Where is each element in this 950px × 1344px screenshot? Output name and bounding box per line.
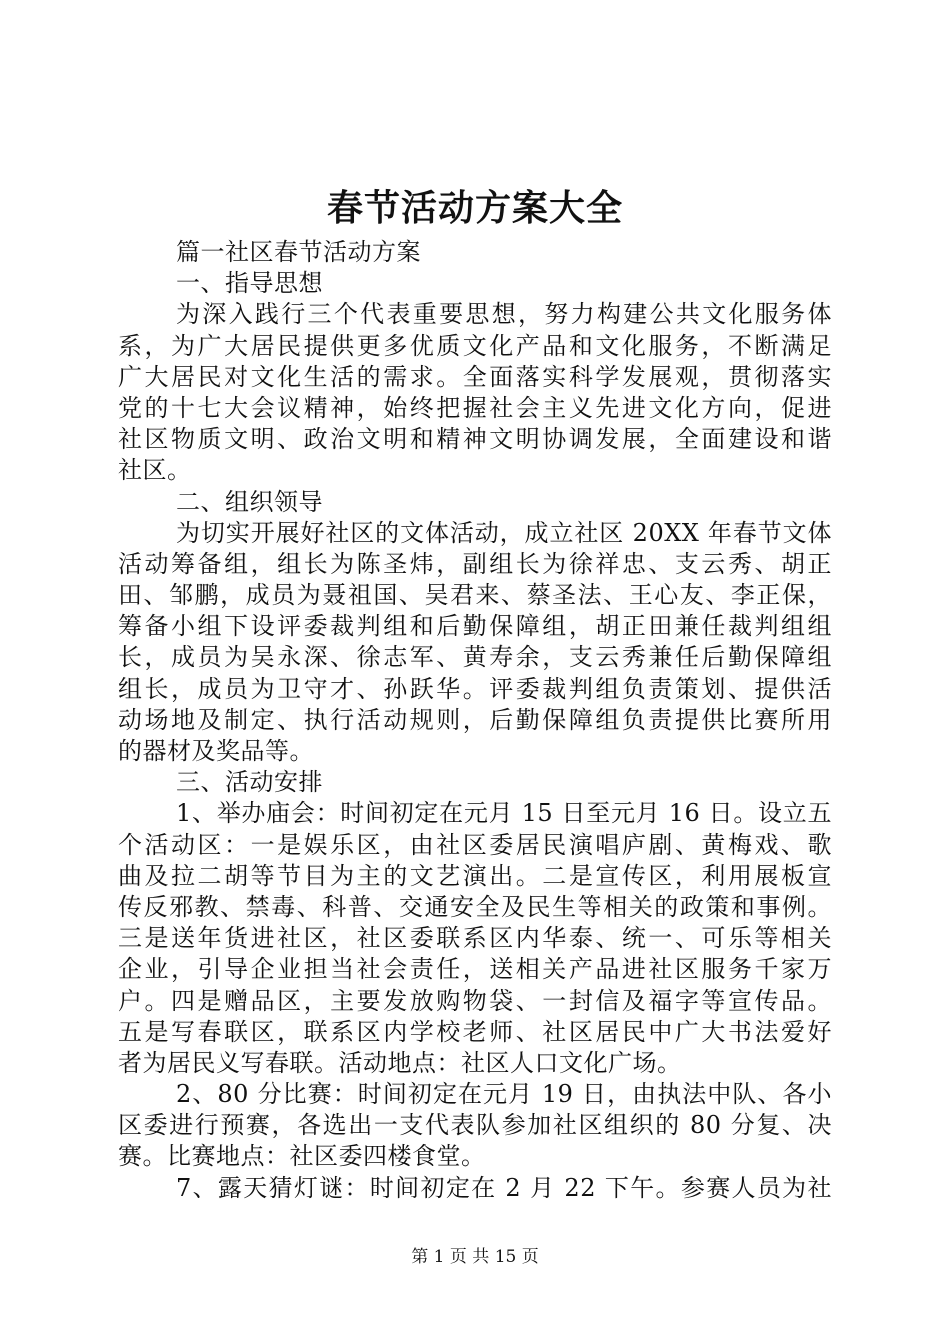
text-line: 企业，引导企业担当社会责任，送相关产品进社区服务千家万	[118, 955, 832, 984]
text-line: 1、举办庙会：时间初定在元月 15 日至元月 16 日。设立五	[176, 799, 832, 828]
text-line: 一、指导思想	[176, 269, 323, 298]
text-line: 篇一社区春节活动方案	[176, 238, 421, 266]
text-line: 三、活动安排	[176, 768, 323, 797]
text-line: 为深入践行三个代表重要思想，努力构建公共文化服务体	[176, 300, 832, 329]
text-line: 2、80 分比赛：时间初定在元月 19 日，由执法中队、各小	[176, 1080, 832, 1109]
text-line: 广大居民对文化生活的需求。全面落实科学发展观，贯彻落实	[118, 362, 832, 391]
text-line: 个活动区：一是娱乐区，由社区委居民演唱庐剧、黄梅戏、歌	[118, 830, 832, 859]
text-line: 党的十七大会议精神，始终把握社会主义先进文化方向，促进	[118, 393, 832, 422]
text-line: 为切实开展好社区的文体活动，成立社区 20XX 年春节文体	[176, 518, 832, 547]
text-line: 组长，成员为卫守才、孙跃华。评委裁判组负责策划、提供活	[118, 674, 832, 703]
text-line: 社区。	[118, 456, 192, 485]
text-line: 传反邪教、禁毒、科普、交通安全及民生等相关的政策和事例。	[118, 892, 832, 921]
text-line: 7、露天猜灯谜：时间初定在 2 月 22 下午。参赛人员为社	[176, 1173, 832, 1202]
text-line: 社区物质文明、政治文明和精神文明协调发展，全面建设和谐	[118, 425, 832, 454]
text-line: 田、邹鹏，成员为聂祖国、吴君来、蔡圣法、王心友、李正保，	[118, 581, 832, 610]
text-line: 活动筹备组，组长为陈圣炜，副组长为徐祥忠、支云秀、胡正	[118, 549, 832, 578]
text-line: 动场地及制定、执行活动规则，后勤保障组负责提供比赛所用	[118, 705, 832, 734]
page-footer: 第 1 页 共 15 页	[411, 1247, 539, 1267]
text-line: 五是写春联区，联系区内学校老师、社区居民中广大书法爱好	[118, 1017, 832, 1046]
text-line: 者为居民义写春联。活动地点：社区人口文化广场。	[118, 1048, 682, 1077]
text-line: 长，成员为吴永深、徐志军、黄寿余，支云秀兼任后勤保障组	[118, 643, 832, 672]
text-line: 户。四是赠品区，主要发放购物袋、一封信及福字等宣传品。	[118, 986, 832, 1015]
text-line: 的器材及奖品等。	[118, 737, 314, 765]
text-line: 系，为广大居民提供更多优质文化产品和文化服务，不断满足	[118, 331, 832, 360]
text-line: 曲及拉二胡等节目为主的文艺演出。二是宣传区，利用展板宣	[118, 861, 832, 890]
document-title: 春节活动方案大全	[326, 187, 623, 229]
text-line: 二、组织领导	[176, 487, 323, 516]
text-line: 筹备小组下设评委裁判组和后勤保障组，胡正田兼任裁判组组	[118, 612, 832, 641]
text-line: 赛。比赛地点：社区委四楼食堂。	[118, 1142, 486, 1171]
text-line: 区委进行预赛，各选出一支代表队参加社区组织的 80 分复、决	[118, 1111, 832, 1140]
text-line: 三是送年货进社区，社区委联系区内华泰、统一、可乐等相关	[118, 924, 832, 953]
document-body	[118, 237, 832, 1204]
